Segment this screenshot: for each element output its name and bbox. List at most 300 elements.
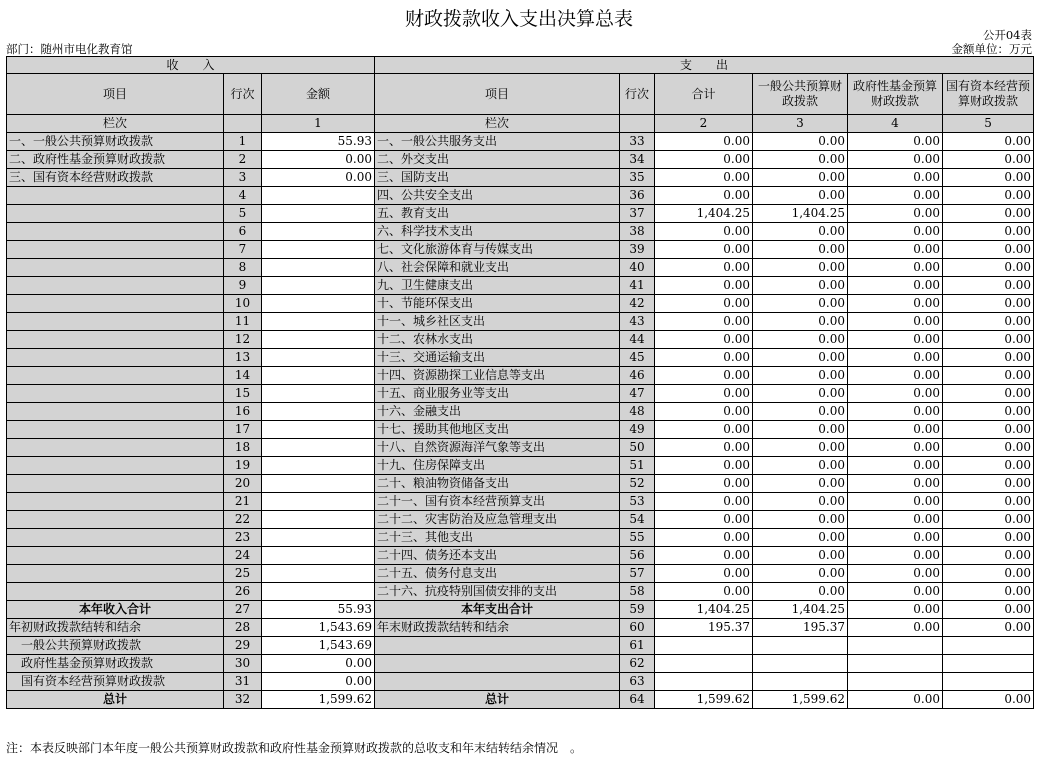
state-capital-amount: 0.00 <box>943 583 1034 601</box>
general-budget-amount: 0.00 <box>753 349 848 367</box>
table-row <box>7 133 1034 151</box>
expense-row-no: 51 <box>620 457 655 475</box>
general-budget-amount: 0.00 <box>753 313 848 331</box>
fund-budget-amount: 0.00 <box>848 169 943 187</box>
expense-row-no: 34 <box>620 151 655 169</box>
income-amount: 1,599.62 <box>262 691 375 709</box>
income-item <box>7 529 224 547</box>
general-budget-amount: 0.00 <box>753 565 848 583</box>
state-capital-amount: 0.00 <box>943 331 1034 349</box>
state-capital-amount: 0.00 <box>943 205 1034 223</box>
income-row-no: 22 <box>224 511 262 529</box>
total-amount: 0.00 <box>655 151 753 169</box>
general-budget-amount: 0.00 <box>753 223 848 241</box>
table-row <box>7 565 1034 583</box>
income-amount <box>262 313 375 331</box>
expense-row-no: 39 <box>620 241 655 259</box>
income-item <box>7 493 224 511</box>
general-budget-amount: 0.00 <box>753 133 848 151</box>
income-amount <box>262 331 375 349</box>
col-index-blank <box>224 115 262 133</box>
fund-budget-amount <box>848 673 943 691</box>
header-income-row-no: 行次 <box>224 74 262 115</box>
expense-row-no: 48 <box>620 403 655 421</box>
state-capital-amount: 0.00 <box>943 475 1034 493</box>
table-row <box>7 691 1034 709</box>
total-amount: 0.00 <box>655 187 753 205</box>
expense-item <box>375 637 620 655</box>
col-index-label: 栏次 <box>7 115 224 133</box>
table-row <box>7 583 1034 601</box>
expense-row-no: 35 <box>620 169 655 187</box>
income-amount <box>262 475 375 493</box>
expense-row-no: 40 <box>620 259 655 277</box>
expense-item: 三、国防支出 <box>375 169 620 187</box>
total-amount: 0.00 <box>655 367 753 385</box>
expense-row-no: 57 <box>620 565 655 583</box>
state-capital-amount: 0.00 <box>943 565 1034 583</box>
total-amount: 1,599.62 <box>655 691 753 709</box>
report-title: 财政拨款收入支出决算总表 <box>404 8 633 30</box>
table-row <box>7 493 1034 511</box>
general-budget-amount <box>753 673 848 691</box>
general-budget-amount: 0.00 <box>753 241 848 259</box>
state-capital-amount: 0.00 <box>943 619 1034 637</box>
income-item <box>7 259 224 277</box>
expense-item: 二十五、债务付息支出 <box>375 565 620 583</box>
fund-budget-amount: 0.00 <box>848 367 943 385</box>
income-row-no: 13 <box>224 349 262 367</box>
total-amount: 0.00 <box>655 277 753 295</box>
income-row-no: 24 <box>224 547 262 565</box>
general-budget-amount: 0.00 <box>753 403 848 421</box>
table-row <box>7 259 1034 277</box>
income-item: 国有资本经营预算财政拨款 <box>7 673 224 691</box>
table-row <box>7 673 1034 691</box>
expense-item: 十三、交通运输支出 <box>375 349 620 367</box>
income-row-no: 14 <box>224 367 262 385</box>
fund-budget-amount: 0.00 <box>848 151 943 169</box>
table-row <box>7 547 1034 565</box>
form-number: 公开04表 <box>982 28 1032 42</box>
col-index-label-2: 栏次 <box>375 115 620 133</box>
income-row-no: 21 <box>224 493 262 511</box>
expense-item: 四、公共安全支出 <box>375 187 620 205</box>
income-row-no: 15 <box>224 385 262 403</box>
finance-table <box>6 56 1034 709</box>
income-item <box>7 295 224 313</box>
general-budget-amount: 1,404.25 <box>753 601 848 619</box>
table-row <box>7 475 1034 493</box>
fund-budget-amount: 0.00 <box>848 331 943 349</box>
income-row-no: 25 <box>224 565 262 583</box>
header-income-item: 项目 <box>7 74 224 115</box>
general-budget-amount: 0.00 <box>753 583 848 601</box>
expense-item: 十六、金融支出 <box>375 403 620 421</box>
general-budget-amount: 0.00 <box>753 421 848 439</box>
expense-row-no: 64 <box>620 691 655 709</box>
income-amount: 0.00 <box>262 655 375 673</box>
income-amount <box>262 583 375 601</box>
fund-budget-amount <box>848 637 943 655</box>
income-amount: 0.00 <box>262 673 375 691</box>
income-amount: 1,543.69 <box>262 637 375 655</box>
income-row-no: 17 <box>224 421 262 439</box>
income-item <box>7 421 224 439</box>
income-amount: 0.00 <box>262 169 375 187</box>
expense-section-header: 支 出 <box>375 57 1034 74</box>
expense-item: 总计 <box>375 691 620 709</box>
fund-budget-amount: 0.00 <box>848 205 943 223</box>
expense-item: 二十、粮油物资储备支出 <box>375 475 620 493</box>
income-row-no: 7 <box>224 241 262 259</box>
col-index-1: 1 <box>262 115 375 133</box>
state-capital-amount: 0.00 <box>943 457 1034 475</box>
income-amount <box>262 493 375 511</box>
income-amount <box>262 241 375 259</box>
state-capital-amount: 0.00 <box>943 277 1034 295</box>
state-capital-amount: 0.00 <box>943 349 1034 367</box>
expense-item: 一、一般公共服务支出 <box>375 133 620 151</box>
table-row <box>7 619 1034 637</box>
fund-budget-amount: 0.00 <box>848 475 943 493</box>
fund-budget-amount: 0.00 <box>848 313 943 331</box>
income-item <box>7 403 224 421</box>
expense-item: 十一、城乡社区支出 <box>375 313 620 331</box>
expense-row-no: 61 <box>620 637 655 655</box>
fund-budget-amount: 0.00 <box>848 493 943 511</box>
table-row <box>7 367 1034 385</box>
total-amount: 0.00 <box>655 511 753 529</box>
general-budget-amount: 0.00 <box>753 475 848 493</box>
income-row-no: 19 <box>224 457 262 475</box>
income-row-no: 16 <box>224 403 262 421</box>
expense-item: 七、文化旅游体育与传媒支出 <box>375 241 620 259</box>
state-capital-amount: 0.00 <box>943 385 1034 403</box>
col-index-4: 4 <box>848 115 943 133</box>
expense-item: 十二、农林水支出 <box>375 331 620 349</box>
expense-row-no: 55 <box>620 529 655 547</box>
expense-item: 二十四、债务还本支出 <box>375 547 620 565</box>
income-amount <box>262 457 375 475</box>
header-amount: 金额 <box>262 74 375 115</box>
fund-budget-amount: 0.00 <box>848 439 943 457</box>
total-amount <box>655 673 753 691</box>
col-index-blank-2 <box>620 115 655 133</box>
table-row <box>7 223 1034 241</box>
income-amount <box>262 187 375 205</box>
expense-row-no: 45 <box>620 349 655 367</box>
expense-item: 二十一、国有资本经营预算支出 <box>375 493 620 511</box>
income-row-no: 27 <box>224 601 262 619</box>
header-expense-item: 项目 <box>375 74 620 115</box>
total-amount <box>655 655 753 673</box>
state-capital-amount <box>943 673 1034 691</box>
income-item <box>7 241 224 259</box>
general-budget-amount: 0.00 <box>753 385 848 403</box>
fund-budget-amount: 0.00 <box>848 547 943 565</box>
state-capital-amount: 0.00 <box>943 403 1034 421</box>
income-item: 本年收入合计 <box>7 601 224 619</box>
income-section-header: 收 入 <box>7 57 375 74</box>
income-row-no: 29 <box>224 637 262 655</box>
total-amount: 0.00 <box>655 475 753 493</box>
general-budget-amount: 1,404.25 <box>753 205 848 223</box>
total-amount: 0.00 <box>655 529 753 547</box>
expense-item: 十五、商业服务业等支出 <box>375 385 620 403</box>
expense-item: 五、教育支出 <box>375 205 620 223</box>
table-row <box>7 331 1034 349</box>
fund-budget-amount: 0.00 <box>848 385 943 403</box>
state-capital-amount: 0.00 <box>943 295 1034 313</box>
income-item <box>7 385 224 403</box>
income-row-no: 23 <box>224 529 262 547</box>
state-capital-amount: 0.00 <box>943 439 1034 457</box>
fund-budget-amount: 0.00 <box>848 259 943 277</box>
expense-row-no: 36 <box>620 187 655 205</box>
total-amount: 0.00 <box>655 331 753 349</box>
income-item <box>7 511 224 529</box>
state-capital-amount: 0.00 <box>943 223 1034 241</box>
total-amount: 0.00 <box>655 583 753 601</box>
income-row-no: 30 <box>224 655 262 673</box>
expense-item: 九、卫生健康支出 <box>375 277 620 295</box>
total-amount: 0.00 <box>655 403 753 421</box>
state-capital-amount: 0.00 <box>943 691 1034 709</box>
expense-item: 十四、资源勘探工业信息等支出 <box>375 367 620 385</box>
expense-row-no: 53 <box>620 493 655 511</box>
expense-row-no: 37 <box>620 205 655 223</box>
total-amount: 0.00 <box>655 547 753 565</box>
income-amount <box>262 205 375 223</box>
state-capital-amount: 0.00 <box>943 133 1034 151</box>
state-capital-amount: 0.00 <box>943 529 1034 547</box>
general-budget-amount: 0.00 <box>753 277 848 295</box>
state-capital-amount: 0.00 <box>943 601 1034 619</box>
income-row-no: 32 <box>224 691 262 709</box>
expense-row-no: 43 <box>620 313 655 331</box>
fund-budget-amount: 0.00 <box>848 565 943 583</box>
total-amount: 0.00 <box>655 169 753 187</box>
income-amount: 0.00 <box>262 151 375 169</box>
income-item <box>7 313 224 331</box>
expense-item: 二十六、抗疫特别国债安排的支出 <box>375 583 620 601</box>
table-row <box>7 313 1034 331</box>
fund-budget-amount <box>848 655 943 673</box>
fund-budget-amount: 0.00 <box>848 511 943 529</box>
table-row <box>7 151 1034 169</box>
income-item <box>7 565 224 583</box>
fund-budget-amount: 0.00 <box>848 529 943 547</box>
total-amount: 0.00 <box>655 439 753 457</box>
expense-item <box>375 655 620 673</box>
income-row-no: 4 <box>224 187 262 205</box>
total-amount: 0.00 <box>655 385 753 403</box>
income-item: 三、国有资本经营财政拨款 <box>7 169 224 187</box>
expense-row-no: 42 <box>620 295 655 313</box>
table-row <box>7 169 1034 187</box>
general-budget-amount: 0.00 <box>753 547 848 565</box>
total-amount: 0.00 <box>655 457 753 475</box>
general-budget-amount: 195.37 <box>753 619 848 637</box>
total-amount <box>655 637 753 655</box>
expense-item: 二十三、其他支出 <box>375 529 620 547</box>
fund-budget-amount: 0.00 <box>848 457 943 475</box>
income-row-no: 11 <box>224 313 262 331</box>
expense-row-no: 60 <box>620 619 655 637</box>
total-amount: 0.00 <box>655 349 753 367</box>
expense-item <box>375 673 620 691</box>
header-fund-budget: 政府性基金预算财政拨款 <box>848 74 943 115</box>
income-row-no: 3 <box>224 169 262 187</box>
income-amount <box>262 439 375 457</box>
total-amount: 0.00 <box>655 295 753 313</box>
income-row-no: 26 <box>224 583 262 601</box>
income-item: 总计 <box>7 691 224 709</box>
state-capital-amount <box>943 637 1034 655</box>
income-amount <box>262 295 375 313</box>
expense-row-no: 41 <box>620 277 655 295</box>
total-amount: 0.00 <box>655 223 753 241</box>
table-row <box>7 439 1034 457</box>
expense-item: 年末财政拨款结转和结余 <box>375 619 620 637</box>
expense-item: 十七、援助其他地区支出 <box>375 421 620 439</box>
total-amount: 0.00 <box>655 565 753 583</box>
table-row <box>7 529 1034 547</box>
income-item: 二、政府性基金预算财政拨款 <box>7 151 224 169</box>
income-item: 一、一般公共预算财政拨款 <box>7 133 224 151</box>
table-row <box>7 601 1034 619</box>
total-amount: 0.00 <box>655 313 753 331</box>
table-row <box>7 403 1034 421</box>
department-label: 部门：随州市电化教育馆 <box>6 42 133 56</box>
expense-row-no: 58 <box>620 583 655 601</box>
fund-budget-amount: 0.00 <box>848 619 943 637</box>
general-budget-amount: 0.00 <box>753 331 848 349</box>
income-amount: 55.93 <box>262 133 375 151</box>
total-amount: 0.00 <box>655 493 753 511</box>
fund-budget-amount: 0.00 <box>848 223 943 241</box>
expense-row-no: 56 <box>620 547 655 565</box>
income-amount <box>262 529 375 547</box>
fund-budget-amount: 0.00 <box>848 241 943 259</box>
general-budget-amount: 1,599.62 <box>753 691 848 709</box>
total-amount: 0.00 <box>655 241 753 259</box>
general-budget-amount: 0.00 <box>753 169 848 187</box>
income-item <box>7 349 224 367</box>
table-row <box>7 421 1034 439</box>
income-amount <box>262 511 375 529</box>
fund-budget-amount: 0.00 <box>848 277 943 295</box>
expense-row-no: 46 <box>620 367 655 385</box>
fund-budget-amount: 0.00 <box>848 601 943 619</box>
table-row <box>7 655 1034 673</box>
fund-budget-amount: 0.00 <box>848 133 943 151</box>
state-capital-amount: 0.00 <box>943 259 1034 277</box>
income-item <box>7 457 224 475</box>
expense-row-no: 49 <box>620 421 655 439</box>
expense-row-no: 54 <box>620 511 655 529</box>
expense-row-no: 50 <box>620 439 655 457</box>
expense-item: 二、外交支出 <box>375 151 620 169</box>
income-row-no: 12 <box>224 331 262 349</box>
fund-budget-amount: 0.00 <box>848 349 943 367</box>
state-capital-amount: 0.00 <box>943 493 1034 511</box>
income-amount <box>262 547 375 565</box>
income-item <box>7 277 224 295</box>
total-amount: 1,404.25 <box>655 205 753 223</box>
income-amount <box>262 349 375 367</box>
total-amount: 195.37 <box>655 619 753 637</box>
income-amount: 1,543.69 <box>262 619 375 637</box>
state-capital-amount: 0.00 <box>943 421 1034 439</box>
income-row-no: 2 <box>224 151 262 169</box>
income-row-no: 1 <box>224 133 262 151</box>
expense-row-no: 59 <box>620 601 655 619</box>
expense-row-no: 62 <box>620 655 655 673</box>
general-budget-amount: 0.00 <box>753 511 848 529</box>
total-amount: 0.00 <box>655 421 753 439</box>
income-amount <box>262 385 375 403</box>
income-item <box>7 223 224 241</box>
expense-row-no: 44 <box>620 331 655 349</box>
fund-budget-amount: 0.00 <box>848 691 943 709</box>
fund-budget-amount: 0.00 <box>848 295 943 313</box>
expense-row-no: 52 <box>620 475 655 493</box>
state-capital-amount: 0.00 <box>943 511 1034 529</box>
income-item <box>7 187 224 205</box>
expense-item: 十、节能环保支出 <box>375 295 620 313</box>
expense-item: 二十二、灾害防治及应急管理支出 <box>375 511 620 529</box>
general-budget-amount: 0.00 <box>753 187 848 205</box>
expense-row-no: 38 <box>620 223 655 241</box>
table-row <box>7 295 1034 313</box>
income-item <box>7 367 224 385</box>
state-capital-amount: 0.00 <box>943 313 1034 331</box>
income-row-no: 6 <box>224 223 262 241</box>
income-amount <box>262 223 375 241</box>
fund-budget-amount: 0.00 <box>848 421 943 439</box>
income-item <box>7 331 224 349</box>
state-capital-amount: 0.00 <box>943 367 1034 385</box>
table-row <box>7 349 1034 367</box>
income-row-no: 10 <box>224 295 262 313</box>
state-capital-amount: 0.00 <box>943 151 1034 169</box>
income-row-no: 8 <box>224 259 262 277</box>
total-amount: 1,404.25 <box>655 601 753 619</box>
state-capital-amount: 0.00 <box>943 169 1034 187</box>
expense-item: 十八、自然资源海洋气象等支出 <box>375 439 620 457</box>
general-budget-amount: 0.00 <box>753 493 848 511</box>
state-capital-amount <box>943 655 1034 673</box>
expense-row-no: 47 <box>620 385 655 403</box>
fund-budget-amount: 0.00 <box>848 403 943 421</box>
total-amount: 0.00 <box>655 133 753 151</box>
general-budget-amount: 0.00 <box>753 367 848 385</box>
table-row <box>7 277 1034 295</box>
header-expense-row-no: 行次 <box>620 74 655 115</box>
income-row-no: 20 <box>224 475 262 493</box>
general-budget-amount <box>753 637 848 655</box>
expense-item: 本年支出合计 <box>375 601 620 619</box>
fund-budget-amount: 0.00 <box>848 187 943 205</box>
header-state-capital: 国有资本经营预算财政拨款 <box>943 74 1034 115</box>
income-item <box>7 583 224 601</box>
table-row <box>7 241 1034 259</box>
income-amount <box>262 403 375 421</box>
income-amount <box>262 259 375 277</box>
table-row <box>7 385 1034 403</box>
